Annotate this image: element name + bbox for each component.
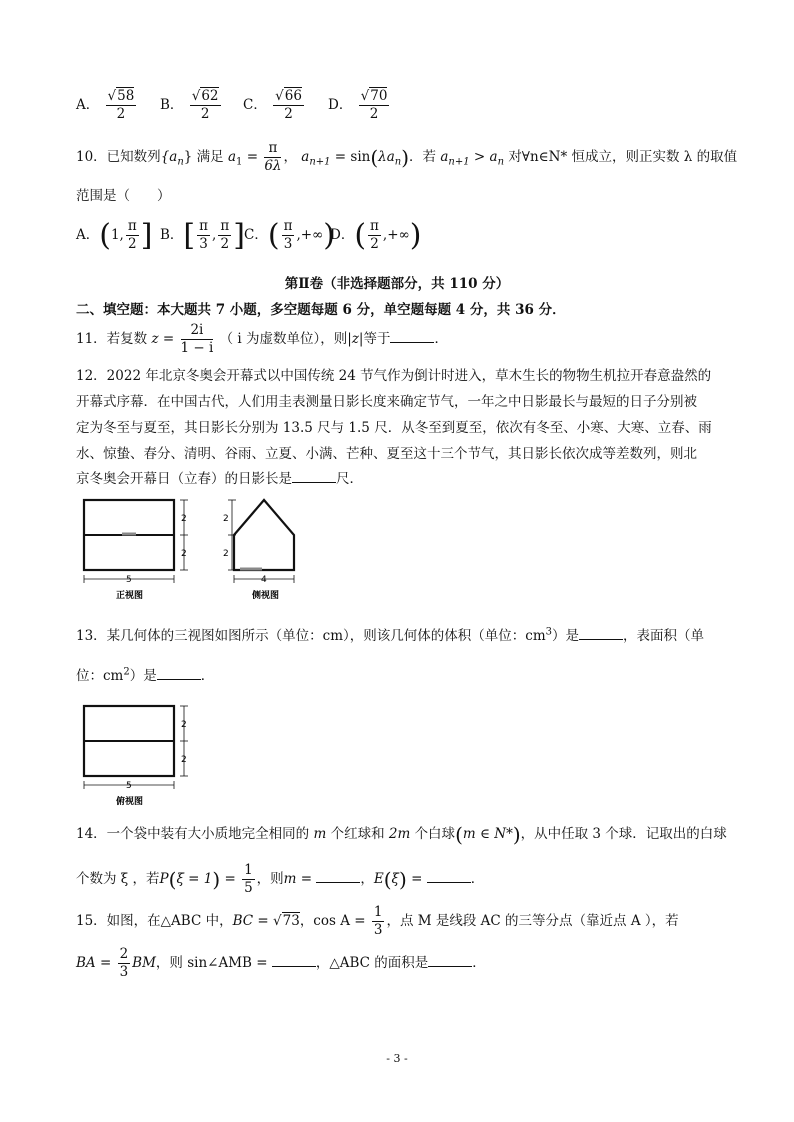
q10-option-c: C．( $\frac{\pi}{3}$ ,+∞) [244, 218, 336, 253]
q11-line: 11．若复数 z = $\frac{2i}{1 - i}$ （ i 为虚数单位），则|z|等于 ． [76, 322, 448, 356]
q10-line2: 范围是（ ） [76, 188, 171, 204]
q9-options: A． $\frac{√58}{2}$ [76, 88, 135, 122]
top-dim-width: 5 [126, 781, 132, 791]
q10-line1: 10．已知数列$\{a_n\}$ 满足 $a_1$ = $\frac{\pi}{6\lambda}$ ， $a_{n+1} = \sin(\lambda a_n)$．若 $a_{n+1} > a_n$ 对∀n∈N* 恒成立，则正实数 λ 的取值 [76, 140, 738, 174]
q10-option-a: A．(1, $\frac{\pi}{2}$ ] [76, 218, 153, 253]
side-view-label: 侧视图 [252, 591, 280, 601]
q15-area-blank [428, 954, 472, 967]
q12-line3: 定为冬至与夏至，其日影长分别为 13.5 尺与 1.5 尺．从冬至到夏至，依次有冬至、小寒、大寒、立春、雨 [76, 420, 712, 436]
section-title: 第Ⅱ卷（非选择题部分，共 110 分） [284, 276, 510, 292]
q10-option-b: B．[ $\frac{\pi}{3}$ , $\frac{\pi}{2}$ ] [160, 218, 245, 253]
q12-answer-blank [292, 470, 336, 483]
top-dim-bottom: 2 [181, 755, 187, 765]
q9-option-d-label: D． [328, 97, 353, 113]
q9-option-a-label: A． [76, 97, 100, 113]
q9-option-a-value: 58 [117, 88, 135, 104]
q9-option-c-label: C． [243, 97, 267, 113]
section-heading: 二、填空题：本大题共 7 小题，多空题每题 6 分，单空题每题 4 分，共 36 分． [76, 302, 566, 318]
q15-sin-blank [272, 954, 316, 967]
q13-area-blank [157, 667, 201, 680]
front-dim-width: 5 [126, 575, 132, 585]
page-number: - 3 - [386, 1052, 408, 1065]
side-dim-bottom: 2 [223, 549, 229, 559]
front-dim-bottom: 2 [181, 549, 187, 559]
q9-option-b-value: 62 [201, 88, 219, 104]
q9-option-b-label: B． [160, 97, 184, 113]
q12-line5: 京冬奥会开幕日（立春）的日影长是 尺． [76, 471, 363, 487]
q12-line2: 开幕式序幕．在中国古代，人们用圭表测量日影长度来确定节气，一年之中日影最长与最短的日子分别被 [76, 394, 697, 410]
front-view-figure [80, 494, 200, 606]
front-view-label: 正视图 [116, 591, 144, 601]
q12-line4: 水、惊蛰、春分、清明、谷雨、立夏、小满、芒种、夏至这十三个节气，其日影长依次成等差数列，则北 [76, 446, 697, 462]
q13-line2: 位：$cm^2$）是 ． [76, 666, 215, 684]
q12-line1: 12．2022 年北京冬奥会开幕式以中国传统 24 节气作为倒计时进入，草木生长的物物生机拉开春意盎然的 [76, 368, 712, 384]
q9-option-d-value: 70 [370, 88, 388, 104]
q13-volume-blank [579, 627, 623, 640]
q14-m-blank [316, 870, 360, 883]
side-view-figure [214, 494, 304, 606]
q15-line2: BA = $\frac{2}{3}$ BM，则 sin∠AMB = ，△ABC 的面积是 ． [76, 946, 486, 980]
side-dim-top: 2 [223, 514, 229, 524]
q14-line2: 个数为 ξ ，若P(ξ = 1) = $\frac{1}{5}$ ，则m = ，E(ξ) = ． [76, 862, 485, 896]
top-view-label: 俯视图 [116, 797, 144, 807]
top-dim-top: 2 [181, 720, 187, 730]
q15-line1: 15．如图，在△ABC 中，BC = √73，cos A = $\frac{1}{3}$ ，点 M 是线段 AC 的三等分点（靠近点 A ），若 [76, 904, 679, 938]
q14-line1: 14．一个袋中装有大小质地完全相同的 m 个红球和 2m 个白球(m ∈ N*)，从中任取 3 个球．记取出的白球 [76, 822, 727, 847]
q9-option-c-value: 66 [284, 88, 302, 104]
q10-option-d: D．( $\frac{\pi}{2}$ ,+∞) [330, 218, 422, 253]
front-dim-top: 2 [181, 514, 187, 524]
q13-line1: 13．某几何体的三视图如图所示（单位：cm），则该几何体的体积（单位：$cm^3$）是 ，表面积（单 [76, 626, 705, 644]
q11-answer-blank [390, 330, 434, 343]
side-dim-width: 4 [261, 575, 267, 585]
q14-expectation-blank [427, 870, 471, 883]
top-view-figure [80, 700, 200, 812]
